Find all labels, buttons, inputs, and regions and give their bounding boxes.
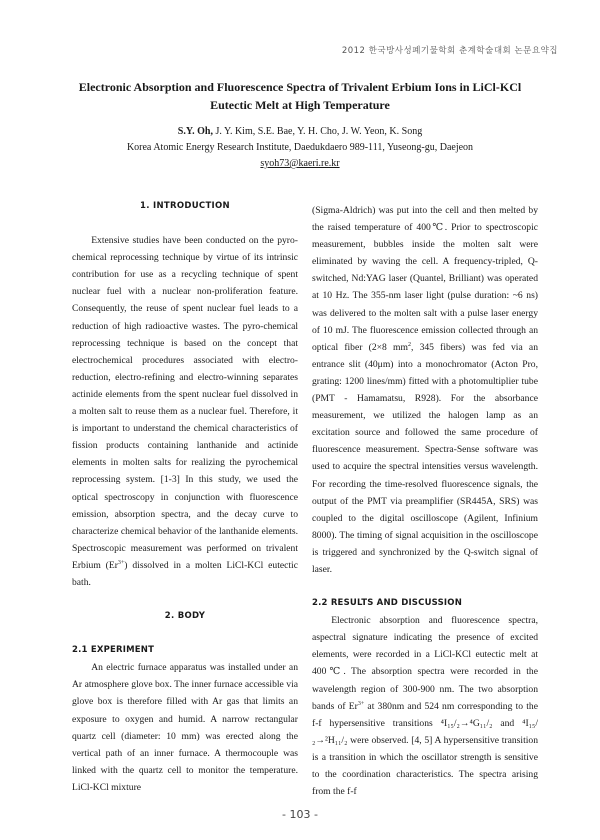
lead-author: S.Y. Oh, xyxy=(177,126,213,137)
subsection-heading-experiment: 2.1 EXPERIMENT xyxy=(72,645,155,656)
section-heading-introduction: 1. INTRODUCTION xyxy=(140,201,230,211)
email-link[interactable]: syoh73@kaeri.re.kr xyxy=(260,158,340,169)
transition-2: ⁴I₁₅/₂→²H₁₁/₂ xyxy=(312,717,539,746)
co-authors: J. Y. Kim, S.E. Bae, Y. H. Cho, J. W. Yeon, K. Song xyxy=(213,126,423,137)
paper-title: Electronic Absorption and Fluorescence Spectra of Trivalent Erbium Ions in LiCl-KCl Eutectic Melt at High Temperature xyxy=(78,80,522,112)
subsection-heading-results: 2.2 RESULTS AND DISCUSSION xyxy=(312,598,463,609)
transition-1: ⁴I₁₅/₂→⁴G₁₁/₂ xyxy=(440,717,493,729)
right-column xyxy=(312,202,538,800)
section-heading-body: 2. BODY xyxy=(164,611,206,622)
author-block xyxy=(40,124,560,172)
left-column xyxy=(72,198,298,796)
intro-paragraph: Extensive studies have been conducted on the pyro-chemical reprocessing technique by virtue of its intrinsic contribution for use as a recycling technique of spent nuclear fuel with a nuclear non-proliferation feature. Consequently, the reuse of spent nuclear fuel leads to a reduction of high radioactive wastes. The pyro-chemical reprocessing technique is based on the concept that electrochemical procedures associated with electro-reduction, electro-refining and electro-winning separates actinide elements from the spent nuclear fuel dissolved in a molten salt to reuse them as a nuclear fuel. Therefore, it is important to understand the chemical characteristics of fission products containing lanthanide and actinide elements in molten salts for realizing the pyrochemical reprocessing system. [1-3] In this study, we used the optical spectroscopy in conjunction with fluorescence emission, absorption spectra, and the decay curve to characterize chemical behavior of the lanthanide elements. Spectroscopic measurement was performed on trivalent Erbium $(Er^{3+})$ dissolved in a molten LiCl-KCl eutectic bath. xyxy=(72,235,298,588)
results-paragraph: Electronic absorption and fluorescence spectra, aspectral signature indicating the presence of excited elements, were recorded in a LiCl-KCl eutectic melt at 400℃. The absorption spectra were recorded in the wavelength region of 300-900 nm. The two absorption bands of $Er^{3+}$ at 380nm and 524 nm corresponding to the f-f hypersensitive transitions ⁴I₁₅/₂→⁴G₁₁/₂ and ⁴I₁₅/₂→²H₁₁/₂ were observed. [4, 5] A hypersensitive transition is a transition in which the oscillator strength is sensitive to the coordination characteristics. The spectra arising from the f-f xyxy=(312,615,539,798)
proceedings-header: 2012 한국방사성폐기물학회 춘계학술대회 논문요약집 xyxy=(341,46,558,56)
author-list xyxy=(40,124,560,140)
affiliation: Korea Atomic Energy Research Institute, Daedukdaero 989-111, Yuseong-gu, Daejeon xyxy=(126,142,474,153)
experiment-paragraph: An electric furnace apparatus was installed under an Ar atmosphere glove box. The inner furnace accessible via glove box is therefore filled with Ar gas that limits an exposure to oxygen and humid. A narrow rectangular quartz cell (diameter: 10 mm) was erected along the vertical path of an inner furnace. A thermocouple was linked with the quartz cell to monitor the temperature. LiCl-KCl mixture xyxy=(72,662,298,793)
experiment-paragraph-continued: (Sigma-Aldrich) was put into the cell and then melted by the raised temperature of 400℃. Prior to spectroscopic measurement, bubbles inside the molten salt were eliminated by waving the cell. A frequency-tripled, Q-switched, Nd:YAG laser (Quantel, Brilliant) was operated at 10 Hz. The 355-nm laser light (pulse duration: ~6 ns) was delivered to the molten salt with a pulse laser energy of 10 mJ. The fluorescence emission collected through an optical fiber (2×8 $mm^2$, 345 fibers) was fed via an entrance slit (40μm) into a monochromator (Acton Pro, grating: 1200 lines/mm) fitted with a photomultiplier tube (PMT - Hamamatsu, R928). For the absorbance measurement, we utilized the halogen lamp as an excitation source and followed the same procedure of fluorescence measurement. Spectra-Sense software was used to acquire the spectral intensities versus wavelength. For recording the time-resolved fluorescence signals, the output of the PMT via preamplifier (SR445A, SRS) was coupled to the digital oscilloscope (Agilent, Infinium 8000). The timing of signal acquisition in the oscilloscope is triggered and synchronized by the Q-switch signal of laser. xyxy=(312,205,538,575)
page-number: - 103 - xyxy=(282,808,318,821)
